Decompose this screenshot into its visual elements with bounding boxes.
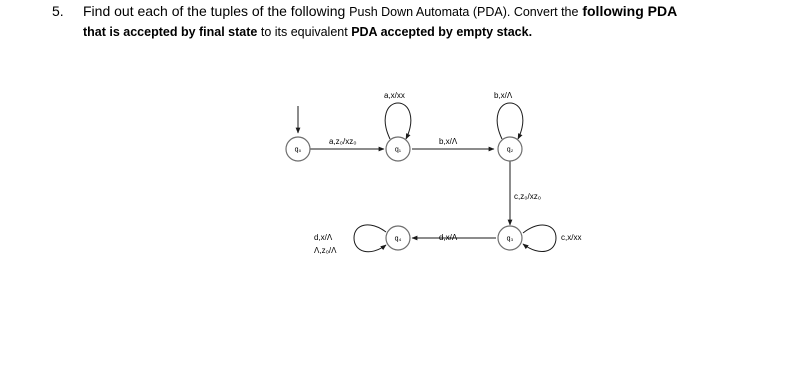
state-label-q4: q₄ <box>394 235 402 243</box>
state-q4 <box>386 226 410 250</box>
loop-label-q1: a,x/xx <box>384 91 405 100</box>
edge-label-q1-q2: b,x/Λ <box>439 137 458 146</box>
question-line-1-part-2: Push Down Automata (PDA). Convert the <box>349 5 579 19</box>
question-line-1-part-1: Find out each of the tuples of the following <box>83 3 346 19</box>
edge-label-q0-q1: a,z₀/xz₀ <box>329 137 357 146</box>
loop-label-q4-1: d,x/Λ <box>314 233 333 242</box>
question-line-2-part-1: that is accepted by final state <box>83 25 258 39</box>
edge-label-q3-q4: d,x/Λ <box>439 233 458 242</box>
state-q0 <box>286 137 310 161</box>
loop-q1 <box>385 103 411 139</box>
question-line-2-part-3: PDA accepted by empty stack. <box>351 25 533 39</box>
loop-q4 <box>354 225 386 252</box>
state-label-q2: q₂ <box>506 146 514 154</box>
loop-label-q4-2: Λ,z₀/Λ <box>314 246 337 255</box>
loop-label-q3: c,x/xx <box>561 233 582 242</box>
edge-label-q2-q3: c,z₀/xz₀ <box>514 192 542 201</box>
state-label-q0: q₀ <box>294 146 302 154</box>
state-q3 <box>498 226 522 250</box>
loop-q2 <box>497 103 523 139</box>
loop-q3 <box>523 225 556 251</box>
state-label-q3: q₃ <box>506 235 514 243</box>
question-number: 5. <box>52 3 64 19</box>
state-q2 <box>498 137 522 161</box>
loop-label-q2: b,x/Λ <box>494 91 513 100</box>
question-line-1-part-3: following PDA <box>582 3 678 19</box>
question-line-2-part-2: to its equivalent <box>260 25 348 39</box>
state-q1 <box>386 137 410 161</box>
state-label-q1: q₁ <box>394 146 402 154</box>
